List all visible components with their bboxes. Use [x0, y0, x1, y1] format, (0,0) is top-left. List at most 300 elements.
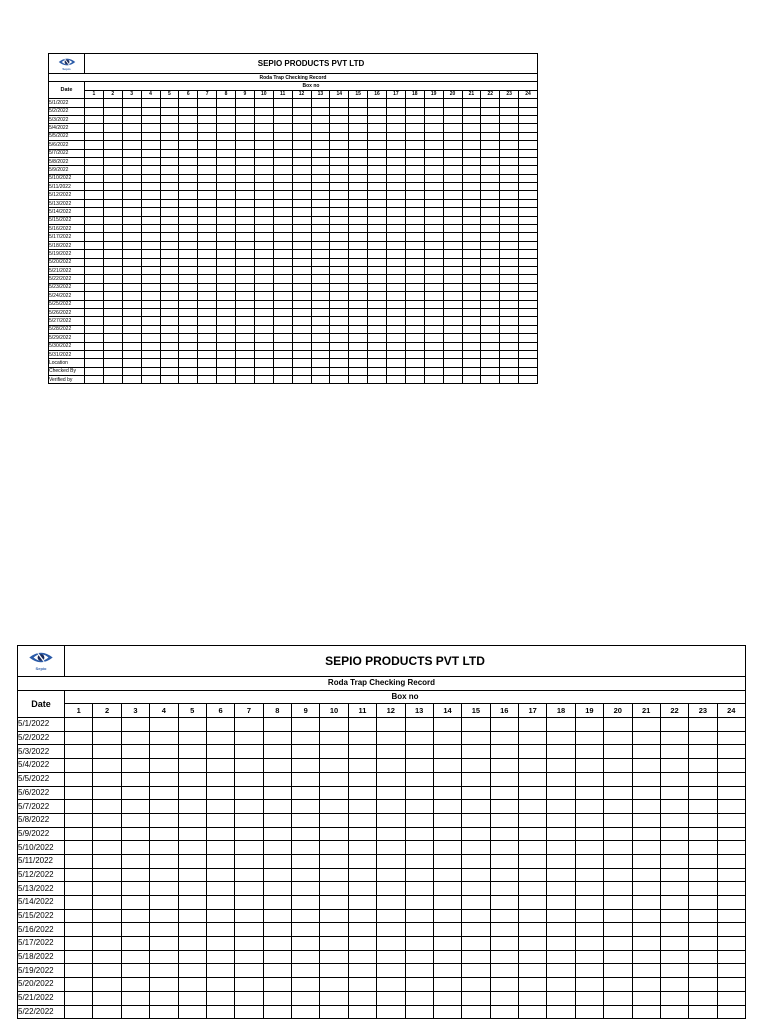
check-cell[interactable] — [217, 308, 236, 316]
check-cell[interactable] — [178, 854, 206, 868]
check-cell[interactable] — [236, 317, 255, 325]
check-cell[interactable] — [717, 978, 745, 992]
check-cell[interactable] — [575, 786, 603, 800]
check-cell[interactable] — [660, 991, 688, 1005]
check-cell[interactable] — [273, 166, 292, 174]
footer-cell[interactable] — [217, 376, 236, 384]
check-cell[interactable] — [292, 978, 320, 992]
check-cell[interactable] — [547, 786, 575, 800]
check-cell[interactable] — [689, 731, 717, 745]
check-cell[interactable] — [292, 183, 311, 191]
check-cell[interactable] — [85, 350, 104, 358]
check-cell[interactable] — [198, 317, 217, 325]
footer-cell[interactable] — [500, 359, 519, 367]
check-cell[interactable] — [273, 308, 292, 316]
check-cell[interactable] — [85, 300, 104, 308]
check-cell[interactable] — [433, 909, 461, 923]
check-cell[interactable] — [263, 731, 291, 745]
check-cell[interactable] — [519, 731, 547, 745]
check-cell[interactable] — [500, 275, 519, 283]
check-cell[interactable] — [405, 950, 433, 964]
check-cell[interactable] — [311, 157, 330, 165]
check-cell[interactable] — [311, 199, 330, 207]
check-cell[interactable] — [462, 350, 481, 358]
check-cell[interactable] — [217, 275, 236, 283]
check-cell[interactable] — [198, 141, 217, 149]
check-cell[interactable] — [236, 225, 255, 233]
check-cell[interactable] — [311, 132, 330, 140]
check-cell[interactable] — [85, 191, 104, 199]
check-cell[interactable] — [405, 813, 433, 827]
check-cell[interactable] — [575, 731, 603, 745]
check-cell[interactable] — [387, 208, 406, 216]
check-cell[interactable] — [481, 275, 500, 283]
check-cell[interactable] — [377, 950, 405, 964]
check-cell[interactable] — [405, 718, 433, 732]
check-cell[interactable] — [65, 759, 93, 773]
check-cell[interactable] — [349, 191, 368, 199]
check-cell[interactable] — [217, 292, 236, 300]
check-cell[interactable] — [206, 882, 234, 896]
check-cell[interactable] — [519, 174, 538, 182]
check-cell[interactable] — [349, 334, 368, 342]
check-cell[interactable] — [519, 854, 547, 868]
check-cell[interactable] — [519, 991, 547, 1005]
check-cell[interactable] — [481, 99, 500, 107]
check-cell[interactable] — [405, 978, 433, 992]
check-cell[interactable] — [93, 745, 121, 759]
check-cell[interactable] — [150, 991, 178, 1005]
check-cell[interactable] — [604, 923, 632, 937]
check-cell[interactable] — [519, 317, 538, 325]
check-cell[interactable] — [292, 317, 311, 325]
check-cell[interactable] — [604, 896, 632, 910]
check-cell[interactable] — [462, 964, 490, 978]
check-cell[interactable] — [377, 759, 405, 773]
check-cell[interactable] — [462, 208, 481, 216]
footer-cell[interactable] — [292, 359, 311, 367]
check-cell[interactable] — [519, 250, 538, 258]
check-cell[interactable] — [179, 266, 198, 274]
check-cell[interactable] — [178, 786, 206, 800]
check-cell[interactable] — [217, 350, 236, 358]
check-cell[interactable] — [519, 124, 538, 132]
check-cell[interactable] — [235, 950, 263, 964]
check-cell[interactable] — [150, 800, 178, 814]
check-cell[interactable] — [206, 841, 234, 855]
check-cell[interactable] — [292, 718, 320, 732]
check-cell[interactable] — [368, 199, 387, 207]
check-cell[interactable] — [462, 854, 490, 868]
check-cell[interactable] — [235, 882, 263, 896]
check-cell[interactable] — [443, 99, 462, 107]
check-cell[interactable] — [424, 183, 443, 191]
check-cell[interactable] — [481, 115, 500, 123]
check-cell[interactable] — [85, 183, 104, 191]
check-cell[interactable] — [150, 759, 178, 773]
check-cell[interactable] — [178, 923, 206, 937]
check-cell[interactable] — [519, 978, 547, 992]
check-cell[interactable] — [141, 199, 160, 207]
check-cell[interactable] — [349, 308, 368, 316]
check-cell[interactable] — [424, 115, 443, 123]
check-cell[interactable] — [254, 342, 273, 350]
check-cell[interactable] — [387, 141, 406, 149]
check-cell[interactable] — [490, 937, 518, 951]
check-cell[interactable] — [433, 854, 461, 868]
check-cell[interactable] — [235, 978, 263, 992]
check-cell[interactable] — [320, 896, 348, 910]
check-cell[interactable] — [141, 191, 160, 199]
check-cell[interactable] — [632, 800, 660, 814]
check-cell[interactable] — [500, 99, 519, 107]
check-cell[interactable] — [160, 317, 179, 325]
check-cell[interactable] — [500, 300, 519, 308]
check-cell[interactable] — [122, 317, 141, 325]
check-cell[interactable] — [481, 317, 500, 325]
check-cell[interactable] — [387, 342, 406, 350]
footer-cell[interactable] — [160, 376, 179, 384]
check-cell[interactable] — [179, 334, 198, 342]
check-cell[interactable] — [490, 909, 518, 923]
check-cell[interactable] — [198, 233, 217, 241]
check-cell[interactable] — [405, 334, 424, 342]
check-cell[interactable] — [462, 300, 481, 308]
footer-cell[interactable] — [368, 367, 387, 375]
check-cell[interactable] — [160, 216, 179, 224]
check-cell[interactable] — [254, 300, 273, 308]
check-cell[interactable] — [198, 216, 217, 224]
check-cell[interactable] — [500, 157, 519, 165]
check-cell[interactable] — [462, 166, 481, 174]
check-cell[interactable] — [150, 813, 178, 827]
check-cell[interactable] — [519, 718, 547, 732]
footer-cell[interactable] — [405, 376, 424, 384]
check-cell[interactable] — [368, 107, 387, 115]
check-cell[interactable] — [121, 772, 149, 786]
check-cell[interactable] — [206, 991, 234, 1005]
check-cell[interactable] — [330, 350, 349, 358]
check-cell[interactable] — [330, 266, 349, 274]
check-cell[interactable] — [179, 191, 198, 199]
check-cell[interactable] — [689, 923, 717, 937]
check-cell[interactable] — [254, 283, 273, 291]
check-cell[interactable] — [575, 841, 603, 855]
check-cell[interactable] — [660, 759, 688, 773]
check-cell[interactable] — [368, 233, 387, 241]
check-cell[interactable] — [632, 896, 660, 910]
footer-cell[interactable] — [236, 376, 255, 384]
check-cell[interactable] — [178, 950, 206, 964]
check-cell[interactable] — [717, 950, 745, 964]
check-cell[interactable] — [236, 334, 255, 342]
check-cell[interactable] — [462, 283, 481, 291]
check-cell[interactable] — [121, 800, 149, 814]
check-cell[interactable] — [660, 772, 688, 786]
check-cell[interactable] — [462, 317, 481, 325]
check-cell[interactable] — [462, 241, 481, 249]
check-cell[interactable] — [217, 166, 236, 174]
check-cell[interactable] — [368, 308, 387, 316]
footer-cell[interactable] — [141, 359, 160, 367]
check-cell[interactable] — [217, 208, 236, 216]
check-cell[interactable] — [121, 827, 149, 841]
check-cell[interactable] — [387, 216, 406, 224]
check-cell[interactable] — [443, 350, 462, 358]
check-cell[interactable] — [179, 275, 198, 283]
check-cell[interactable] — [320, 937, 348, 951]
check-cell[interactable] — [349, 199, 368, 207]
check-cell[interactable] — [443, 199, 462, 207]
check-cell[interactable] — [311, 241, 330, 249]
check-cell[interactable] — [500, 233, 519, 241]
check-cell[interactable] — [368, 208, 387, 216]
check-cell[interactable] — [179, 300, 198, 308]
check-cell[interactable] — [433, 978, 461, 992]
check-cell[interactable] — [481, 141, 500, 149]
check-cell[interactable] — [348, 978, 376, 992]
check-cell[interactable] — [160, 342, 179, 350]
check-cell[interactable] — [121, 868, 149, 882]
check-cell[interactable] — [273, 199, 292, 207]
check-cell[interactable] — [575, 759, 603, 773]
check-cell[interactable] — [160, 308, 179, 316]
check-cell[interactable] — [689, 991, 717, 1005]
check-cell[interactable] — [443, 216, 462, 224]
footer-cell[interactable] — [462, 376, 481, 384]
check-cell[interactable] — [481, 132, 500, 140]
check-cell[interactable] — [330, 107, 349, 115]
check-cell[interactable] — [500, 225, 519, 233]
check-cell[interactable] — [377, 800, 405, 814]
check-cell[interactable] — [481, 174, 500, 182]
check-cell[interactable] — [198, 342, 217, 350]
check-cell[interactable] — [292, 166, 311, 174]
check-cell[interactable] — [348, 950, 376, 964]
check-cell[interactable] — [519, 141, 538, 149]
check-cell[interactable] — [121, 854, 149, 868]
check-cell[interactable] — [198, 308, 217, 316]
check-cell[interactable] — [349, 350, 368, 358]
check-cell[interactable] — [368, 275, 387, 283]
check-cell[interactable] — [236, 157, 255, 165]
check-cell[interactable] — [206, 718, 234, 732]
check-cell[interactable] — [519, 233, 538, 241]
check-cell[interactable] — [462, 132, 481, 140]
check-cell[interactable] — [217, 99, 236, 107]
check-cell[interactable] — [443, 107, 462, 115]
check-cell[interactable] — [500, 149, 519, 157]
check-cell[interactable] — [273, 183, 292, 191]
check-cell[interactable] — [311, 107, 330, 115]
check-cell[interactable] — [330, 283, 349, 291]
check-cell[interactable] — [481, 191, 500, 199]
check-cell[interactable] — [273, 350, 292, 358]
check-cell[interactable] — [387, 174, 406, 182]
check-cell[interactable] — [500, 124, 519, 132]
check-cell[interactable] — [405, 909, 433, 923]
check-cell[interactable] — [490, 731, 518, 745]
check-cell[interactable] — [547, 950, 575, 964]
check-cell[interactable] — [273, 317, 292, 325]
check-cell[interactable] — [141, 292, 160, 300]
check-cell[interactable] — [443, 300, 462, 308]
check-cell[interactable] — [103, 107, 122, 115]
check-cell[interactable] — [717, 868, 745, 882]
check-cell[interactable] — [443, 225, 462, 233]
check-cell[interactable] — [547, 978, 575, 992]
check-cell[interactable] — [122, 99, 141, 107]
check-cell[interactable] — [150, 882, 178, 896]
check-cell[interactable] — [519, 157, 538, 165]
check-cell[interactable] — [122, 275, 141, 283]
check-cell[interactable] — [311, 317, 330, 325]
check-cell[interactable] — [349, 141, 368, 149]
check-cell[interactable] — [377, 786, 405, 800]
check-cell[interactable] — [273, 115, 292, 123]
check-cell[interactable] — [93, 937, 121, 951]
check-cell[interactable] — [65, 718, 93, 732]
footer-cell[interactable] — [368, 376, 387, 384]
check-cell[interactable] — [387, 308, 406, 316]
check-cell[interactable] — [160, 149, 179, 157]
check-cell[interactable] — [660, 786, 688, 800]
footer-cell[interactable] — [292, 376, 311, 384]
check-cell[interactable] — [263, 909, 291, 923]
check-cell[interactable] — [179, 283, 198, 291]
check-cell[interactable] — [547, 759, 575, 773]
check-cell[interactable] — [575, 909, 603, 923]
check-cell[interactable] — [150, 772, 178, 786]
check-cell[interactable] — [462, 157, 481, 165]
check-cell[interactable] — [235, 772, 263, 786]
check-cell[interactable] — [632, 772, 660, 786]
check-cell[interactable] — [387, 107, 406, 115]
check-cell[interactable] — [263, 882, 291, 896]
check-cell[interactable] — [198, 107, 217, 115]
check-cell[interactable] — [254, 216, 273, 224]
footer-cell[interactable] — [273, 359, 292, 367]
check-cell[interactable] — [179, 157, 198, 165]
check-cell[interactable] — [198, 149, 217, 157]
check-cell[interactable] — [217, 225, 236, 233]
check-cell[interactable] — [179, 166, 198, 174]
check-cell[interactable] — [462, 99, 481, 107]
check-cell[interactable] — [122, 241, 141, 249]
check-cell[interactable] — [405, 827, 433, 841]
check-cell[interactable] — [500, 141, 519, 149]
check-cell[interactable] — [660, 882, 688, 896]
check-cell[interactable] — [387, 292, 406, 300]
check-cell[interactable] — [320, 759, 348, 773]
check-cell[interactable] — [604, 786, 632, 800]
check-cell[interactable] — [330, 174, 349, 182]
check-cell[interactable] — [481, 149, 500, 157]
footer-cell[interactable] — [160, 359, 179, 367]
check-cell[interactable] — [660, 813, 688, 827]
check-cell[interactable] — [368, 350, 387, 358]
check-cell[interactable] — [377, 745, 405, 759]
check-cell[interactable] — [85, 266, 104, 274]
check-cell[interactable] — [150, 1005, 178, 1019]
check-cell[interactable] — [500, 317, 519, 325]
footer-cell[interactable] — [179, 376, 198, 384]
check-cell[interactable] — [330, 157, 349, 165]
check-cell[interactable] — [273, 191, 292, 199]
check-cell[interactable] — [405, 191, 424, 199]
check-cell[interactable] — [519, 772, 547, 786]
check-cell[interactable] — [93, 868, 121, 882]
check-cell[interactable] — [717, 991, 745, 1005]
check-cell[interactable] — [330, 308, 349, 316]
check-cell[interactable] — [93, 759, 121, 773]
check-cell[interactable] — [206, 868, 234, 882]
check-cell[interactable] — [433, 896, 461, 910]
check-cell[interactable] — [311, 149, 330, 157]
check-cell[interactable] — [103, 300, 122, 308]
check-cell[interactable] — [235, 854, 263, 868]
check-cell[interactable] — [292, 107, 311, 115]
check-cell[interactable] — [320, 978, 348, 992]
check-cell[interactable] — [368, 283, 387, 291]
check-cell[interactable] — [160, 124, 179, 132]
check-cell[interactable] — [236, 258, 255, 266]
footer-cell[interactable] — [85, 376, 104, 384]
check-cell[interactable] — [547, 800, 575, 814]
check-cell[interactable] — [424, 334, 443, 342]
check-cell[interactable] — [206, 923, 234, 937]
check-cell[interactable] — [424, 283, 443, 291]
check-cell[interactable] — [121, 759, 149, 773]
check-cell[interactable] — [179, 308, 198, 316]
check-cell[interactable] — [103, 216, 122, 224]
check-cell[interactable] — [519, 964, 547, 978]
check-cell[interactable] — [717, 731, 745, 745]
check-cell[interactable] — [292, 258, 311, 266]
check-cell[interactable] — [604, 991, 632, 1005]
check-cell[interactable] — [311, 283, 330, 291]
check-cell[interactable] — [254, 208, 273, 216]
check-cell[interactable] — [141, 216, 160, 224]
footer-cell[interactable] — [85, 367, 104, 375]
check-cell[interactable] — [368, 317, 387, 325]
check-cell[interactable] — [103, 292, 122, 300]
check-cell[interactable] — [235, 718, 263, 732]
check-cell[interactable] — [689, 882, 717, 896]
check-cell[interactable] — [103, 191, 122, 199]
check-cell[interactable] — [217, 124, 236, 132]
check-cell[interactable] — [320, 786, 348, 800]
check-cell[interactable] — [349, 174, 368, 182]
check-cell[interactable] — [206, 854, 234, 868]
check-cell[interactable] — [122, 225, 141, 233]
check-cell[interactable] — [254, 166, 273, 174]
check-cell[interactable] — [236, 250, 255, 258]
check-cell[interactable] — [103, 250, 122, 258]
check-cell[interactable] — [292, 325, 311, 333]
check-cell[interactable] — [103, 141, 122, 149]
check-cell[interactable] — [206, 950, 234, 964]
check-cell[interactable] — [320, 731, 348, 745]
check-cell[interactable] — [424, 266, 443, 274]
check-cell[interactable] — [198, 292, 217, 300]
check-cell[interactable] — [103, 266, 122, 274]
check-cell[interactable] — [330, 241, 349, 249]
check-cell[interactable] — [85, 283, 104, 291]
check-cell[interactable] — [263, 827, 291, 841]
check-cell[interactable] — [122, 216, 141, 224]
check-cell[interactable] — [519, 208, 538, 216]
